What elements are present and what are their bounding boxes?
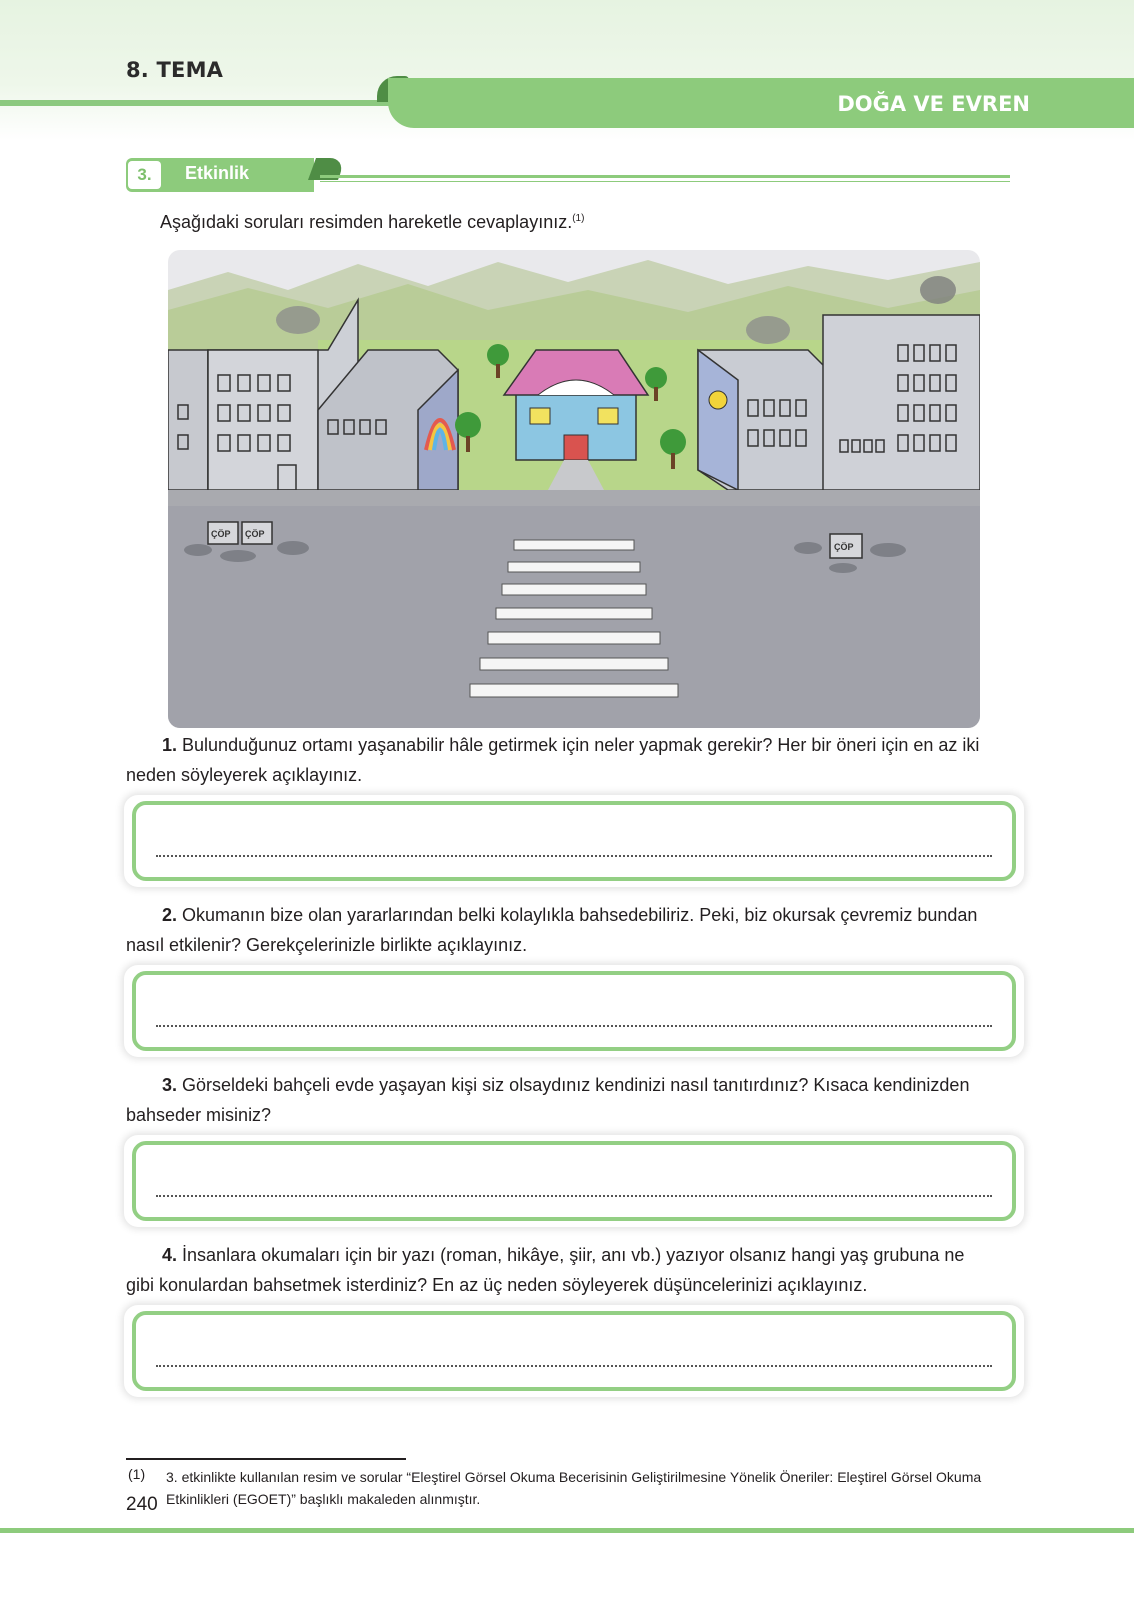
instruction-footnote-ref: (1) (572, 213, 585, 224)
bin-label: ÇÖP (834, 542, 854, 552)
question-3: 3. Görseldeki bahçeli evde yaşayan kişi siz olsaydınız kendinizi nasıl tanıtırdınız? Kısaca kendinizden bahseder misiniz? (126, 1075, 970, 1125)
footnote-rule (126, 1458, 406, 1460)
answer-dotted-line (156, 1364, 992, 1367)
header-rule (0, 100, 400, 106)
answer-dotted-line (156, 1024, 992, 1027)
answer-dotted-line (156, 854, 992, 857)
page-number: 240 (126, 1494, 158, 1515)
activity-number: 3. (128, 161, 161, 189)
activity-rule (320, 175, 1010, 178)
answer-box-1[interactable] (124, 795, 1024, 887)
theme-title: DOĞA VE EVREN (837, 92, 1030, 116)
bin-label: ÇÖP (245, 529, 265, 539)
question-number: 2. (162, 905, 178, 925)
activity-rule-thin (320, 181, 1010, 182)
answer-box-3[interactable] (124, 1135, 1024, 1227)
answer-box-frame (132, 1311, 1016, 1391)
answer-box-frame (132, 971, 1016, 1051)
question-1: 1. Bulunduğunuz ortamı yaşanabilir hâle getirmek için neler yapmak gerekir? Her bir öneri için en az iki neden söyleyerek açıklayınız. (126, 735, 980, 785)
answer-box-frame (132, 1141, 1016, 1221)
theme-number: 8. TEMA (126, 58, 224, 82)
answer-box-frame (132, 801, 1016, 881)
answer-dotted-line (156, 1194, 992, 1197)
bin-label: ÇÖP (211, 529, 231, 539)
question-4: 4. İnsanlara okumaları için bir yazı (roman, hikâye, şiir, anı vb.) yazıyor olsanız hangi yaş grubuna ne gibi konulardan bahsetmek isterdiniz? En az üç neden söyleyerek düşüncelerinizi açıklayınız. (126, 1245, 965, 1295)
city-drawing-image (168, 250, 980, 728)
question-number: 1. (162, 735, 178, 755)
question-number: 4. (162, 1245, 178, 1265)
answer-box-4[interactable] (124, 1305, 1024, 1397)
activity-label: Etkinlik (185, 163, 250, 183)
question-number: 3. (162, 1075, 178, 1095)
footnote-text: 3. etkinlikte kullanılan resim ve sorular “Eleştirel Görsel Okuma Becerisinin Geliştirilmesine Yönelik Öneriler: Eleştirel Görsel Okuma Etkinlikleri (EGOET)” başlıklı makaleden alınmıştır. (166, 1469, 982, 1507)
question-2: 2. Okumanın bize olan yararlarından belki kolaylıkla bahsedebiliriz. Peki, biz okursak çevremiz bundan nasıl etkilenir? Gerekçelerinizle birlikte açıklayınız. (126, 905, 978, 955)
footnote-mark: (1) (128, 1466, 146, 1482)
answer-box-2[interactable] (124, 965, 1024, 1057)
activity-instruction: Aşağıdaki soruları resimden hareketle cevaplayınız.$^{(1)}$ (160, 212, 585, 232)
footer-rule (0, 1528, 1134, 1533)
